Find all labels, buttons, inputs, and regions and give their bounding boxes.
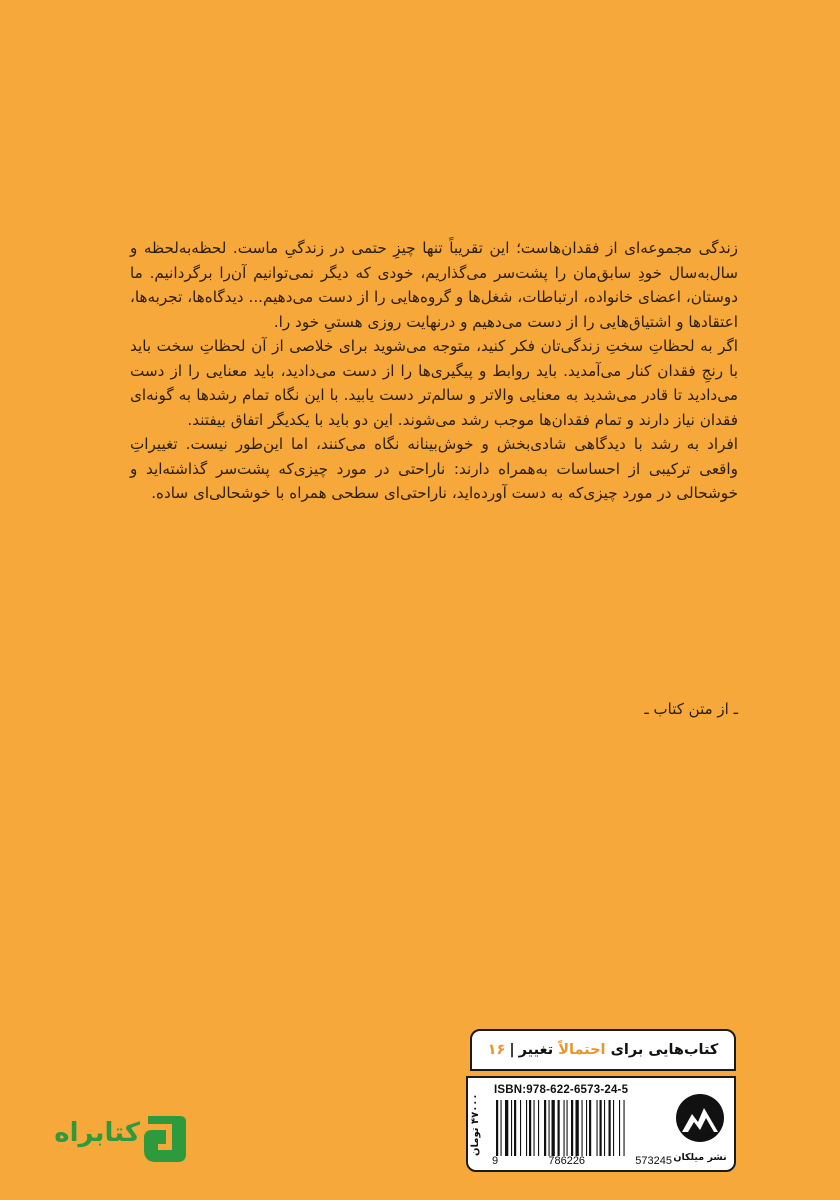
barcode-digits	[492, 1155, 672, 1167]
back-cover-text	[130, 236, 738, 506]
barcode-bar	[511, 1100, 512, 1156]
barcode-bar	[520, 1100, 521, 1156]
barcode-bar	[496, 1100, 498, 1156]
isbn-label: ISBN:978-622-6573-24-5	[494, 1084, 629, 1096]
paragraph: اگر به لحظاتِ سختِ زندگی‌تان فکر کنید، متوجه می‌شوید برای خلاصی از آن لحظاتِ سخت باید با رنجِ فقدان کنار می‌آمدید. باید روابط و پیگیری‌ها را از دست می‌دادید، باید معنایی را از دست می‌دادید تا قادر می‌شدید به معنایی والاتر و سالم‌تر دست یابید. با این نگاه تمام رشدها به گونه‌ای فقدان نیاز دارند و تمام فقدان‌ها موجب رشد می‌شوند. این دو باید با یکدیگر اتفاق بیفتند.	[130, 337, 738, 429]
barcode-bar	[514, 1100, 516, 1156]
barcode-bar	[571, 1100, 573, 1156]
series-prefix: کتاب‌هایی برای	[610, 1042, 719, 1058]
barcode-bar	[609, 1100, 611, 1156]
barcode-bar	[576, 1100, 579, 1156]
barcode-bar	[538, 1100, 539, 1156]
quote-source: ـ از متن کتاب ـ	[644, 700, 738, 718]
publisher-mountain-icon	[674, 1084, 726, 1154]
barcode-digit-group2: 573245	[635, 1155, 672, 1167]
ketabrah-wordmark: کتابراه	[54, 1118, 140, 1148]
barcode-bar	[600, 1100, 602, 1156]
barcode-bar	[567, 1100, 568, 1156]
barcode-bar	[564, 1100, 565, 1156]
barcode-bar	[613, 1100, 614, 1156]
barcode-block	[466, 1076, 736, 1172]
barcode-bar	[501, 1100, 502, 1156]
barcode-bar	[549, 1100, 550, 1156]
paragraph: افراد به رشد با دیدگاهی شادی‌بخش و خوش‌بینانه نگاه می‌کنند، اما این‌طور نیست. تغییراتِ واقعی ترکیبی از احساسات به‌همراه دارند: ناراحتی در مورد چیزی‌که پشت‌سر گذاشته‌اید و خوشحالی در مورد چیزی‌که به دست آورده‌اید، ناراحتی‌ای سطحی همراه با خوشحالی‌ای ساده.	[130, 435, 738, 502]
series-accent: احتمالاً	[558, 1042, 606, 1058]
barcode-bar	[529, 1100, 531, 1156]
barcode-digit-group1: 786226	[548, 1155, 586, 1167]
barcode-bar	[544, 1100, 546, 1156]
price-label: ۴۷۰۰۰ تومان	[470, 1093, 481, 1157]
series-label	[470, 1029, 736, 1071]
barcode-bar	[526, 1100, 527, 1156]
barcode-bar	[558, 1100, 560, 1156]
barcode-bar	[624, 1100, 625, 1156]
barcode-bars	[496, 1100, 668, 1156]
series-suffix: تغییر	[518, 1042, 554, 1058]
barcode-bar	[534, 1100, 535, 1156]
barcode-bar	[597, 1100, 598, 1156]
barcode-digit-lead: 9	[492, 1155, 499, 1167]
series-separator: |	[509, 1042, 515, 1058]
barcode-bar	[589, 1100, 591, 1156]
series-number: ۱۶	[487, 1042, 506, 1058]
barcode-bar	[586, 1100, 587, 1156]
barcode-bar	[619, 1100, 620, 1156]
barcode-bar	[604, 1100, 605, 1156]
barcode-bar	[505, 1100, 508, 1156]
paragraph: زندگی مجموعه‌ای از فقدان‌هاست؛ این تقریباً تنها چیزِ حتمی در زندگیِ ماست. لحظه‌به‌لحظه و سال‌به‌سال خودِ سابق‌مان را پشت‌سر می‌گذاریم، خودی که دیگر نمی‌توانیم آن‌را برگردانیم. ما دوستان، اعضای خانواده، ارتباطات، شغل‌ها و گروه‌هایی را از دست می‌دهیم... دیدگاه‌ها، تجربه‌ها، اعتقادها و اشتیاق‌هایی را از دست می‌دهیم و درنهایت روزی هستیِ خود را.	[130, 239, 738, 331]
publisher-name: نشر میلکان	[673, 1152, 727, 1163]
barcode-bar	[582, 1100, 583, 1156]
barcode-bar	[552, 1100, 555, 1156]
